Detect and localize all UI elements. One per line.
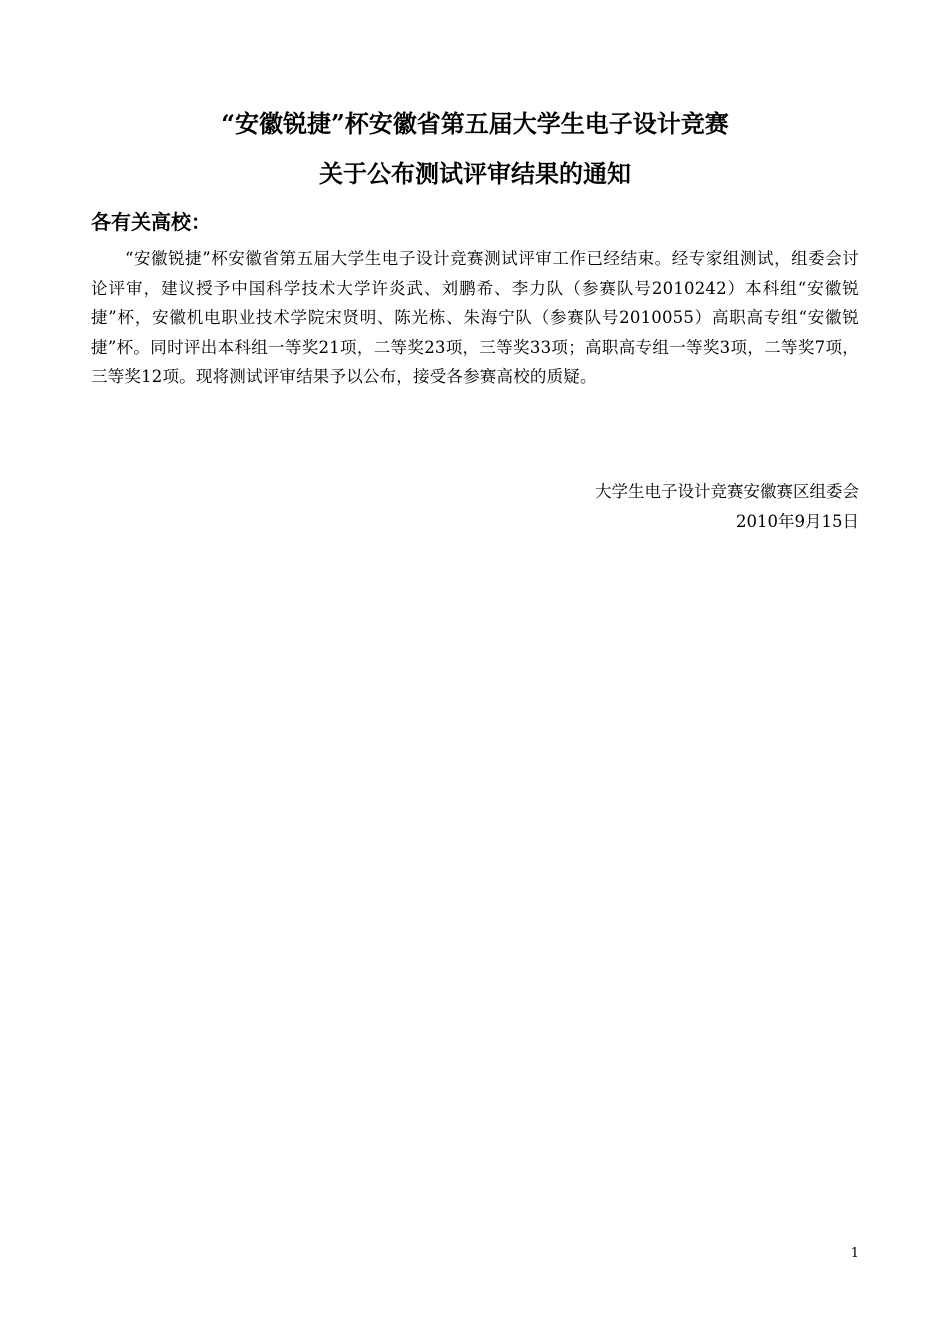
issue-date: 2010年9月15日 <box>736 512 859 531</box>
salutation: 各有关高校： <box>91 210 211 234</box>
page-number: 1 <box>850 1246 859 1261</box>
issuer-signature: 大学生电子设计竞赛安徽赛区组委会 <box>595 482 859 501</box>
notice-body-paragraph: “安徽锐捷”杯安徽省第五届大学生电子设计竞赛测试评审工作已经结束。经专家组测试，组委会讨论评审，建议授予中国科学技术大学许炎武、刘鹏希、李力队（参赛队号2010242）本科组“安徽锐捷”杯，安徽机电职业技术学院宋贤明、陈光栋、朱海宁队（参赛队号2010055）高职高专组“安徽锐捷”杯。同时评出本科组一等奖21项，二等奖23项，三等奖33项；高职高专组一等奖3项，二等奖7项，三等奖12项。现将测试评审结果予以公布，接受各参赛高校的质疑。 <box>91 249 859 386</box>
document-title-line-2: 关于公布测试评审结果的通知 <box>319 159 631 188</box>
document-title-line-1: “安徽锐捷”杯安徽省第五届大学生电子设计竞赛 <box>221 109 729 138</box>
